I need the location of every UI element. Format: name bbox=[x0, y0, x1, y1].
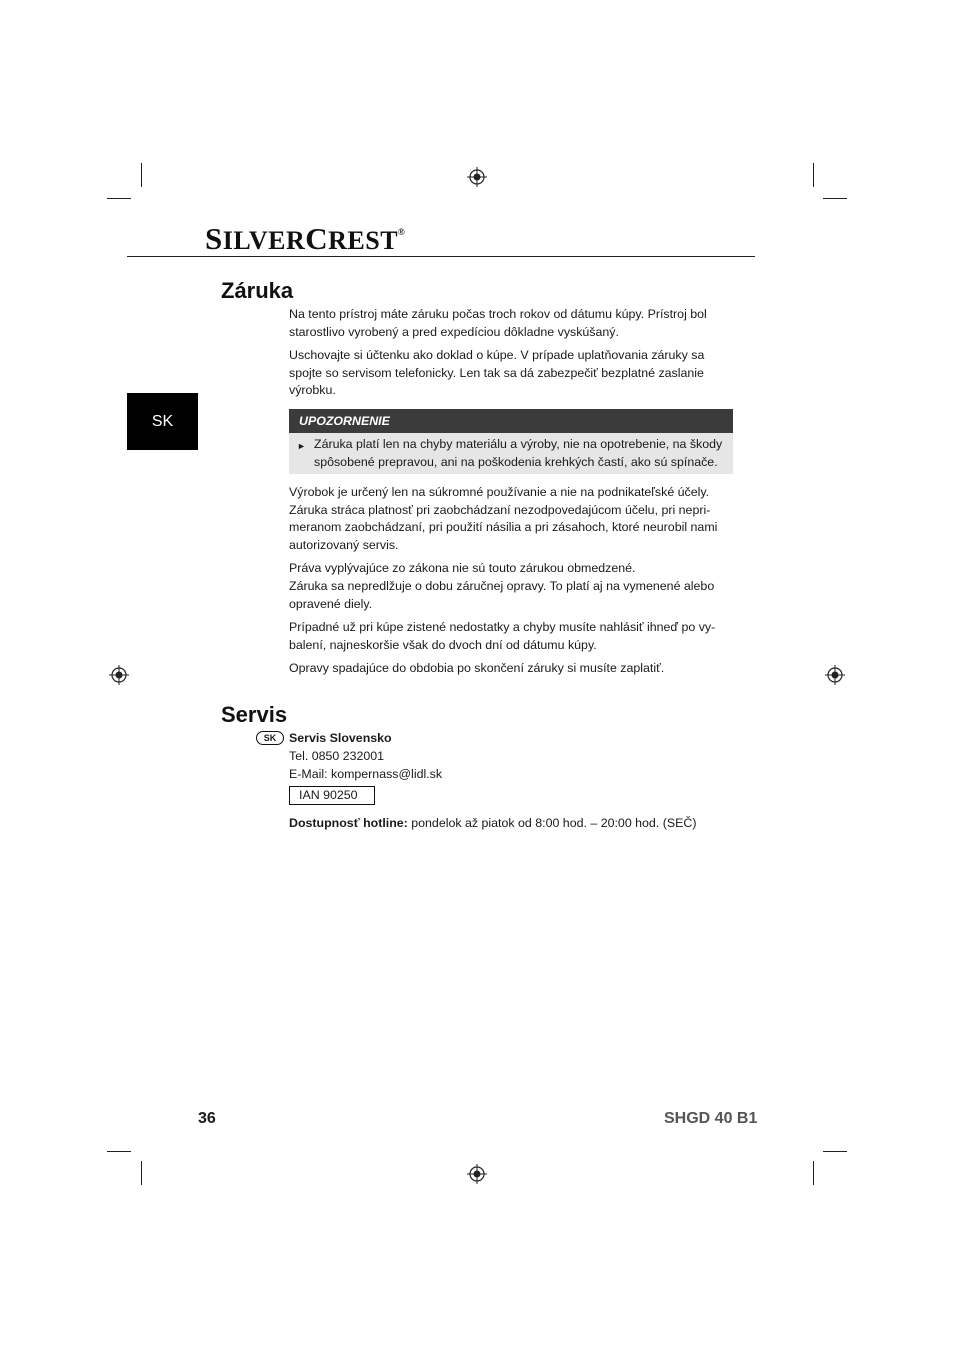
crop-mark bbox=[141, 163, 142, 187]
crop-mark bbox=[141, 1161, 142, 1185]
hotline-label: Dostupnosť hotline: bbox=[289, 816, 408, 830]
warranty-paragraph: Výrobok je určený len na súkromné používanie a nie na podnikateľské účely. Záruka stráca platnosť pri zaobchádzaní nezodpovedajúcom účelu, pri nepri- meranom zaobchádzaní, pri použití násilia a pri zásahoch, ktoré neurobil nami autorizovaný servis. bbox=[289, 485, 718, 552]
note-heading: UPOZORNENIE bbox=[289, 409, 733, 433]
service-email: E-Mail: kompernass@lidl.sk bbox=[289, 767, 443, 781]
arrow-right-icon: ► bbox=[297, 441, 306, 451]
crop-mark bbox=[813, 1161, 814, 1185]
country-badge: SK bbox=[256, 731, 284, 745]
crop-mark bbox=[107, 1151, 131, 1152]
registration-mark-icon bbox=[467, 167, 487, 187]
warranty-paragraph: Prípadné už pri kúpe zistené nedostatky a chyby musíte nahlásiť ihneď po vy- balení, najneskoršie však do dvoch dní od dátumu kúpy. bbox=[289, 620, 716, 652]
hotline-info bbox=[289, 816, 696, 830]
silvercrest-logo: SILVERCREST® bbox=[205, 221, 406, 256]
hotline-value: pondelok až piatok od 8:00 hod. – 20:00 hod. (SEČ) bbox=[407, 816, 697, 830]
registration-mark-icon bbox=[467, 1164, 487, 1184]
warranty-paragraph: Na tento prístroj máte záruku počas troch rokov od dátumu kúpy. Prístroj bol starostlivo vyrobený a pred expedíciou dôkladne vyskúšaný. bbox=[289, 307, 707, 339]
ian-box: IAN 90250 bbox=[289, 786, 375, 805]
crop-mark bbox=[813, 163, 814, 187]
registration-mark-icon bbox=[825, 665, 845, 685]
header-rule bbox=[127, 256, 755, 257]
service-name: Servis Slovensko bbox=[289, 731, 392, 745]
service-heading: Servis bbox=[221, 702, 288, 727]
warranty-paragraph: Opravy spadajúce do obdobia po skončení záruky si musíte zaplatiť. bbox=[289, 661, 665, 675]
crop-mark bbox=[107, 198, 131, 199]
service-phone: Tel. 0850 232001 bbox=[289, 749, 385, 763]
page-number: 36 bbox=[198, 1110, 216, 1127]
warranty-paragraph: Záruka sa nepredlžuje o dobu záručnej opravy. To platí aj na vymenené alebo opravené diely. bbox=[289, 579, 715, 611]
model-number: SHGD 40 B1 bbox=[664, 1110, 758, 1127]
registration-mark-icon bbox=[109, 665, 129, 685]
note-box bbox=[289, 433, 733, 474]
crop-mark bbox=[823, 198, 847, 199]
warranty-paragraph: Uschovajte si účtenku ako doklad o kúpe. V prípade uplatňovania záruky sa spojte so servisom telefonicky. Len tak sa dá zabezpečiť bezplatné zaslanie výrobku. bbox=[289, 348, 705, 397]
warranty-paragraph: Práva vyplývajúce zo zákona nie sú touto zárukou obmedzené. bbox=[289, 561, 636, 575]
language-tab: SK bbox=[127, 393, 198, 450]
warranty-heading: Záruka bbox=[221, 278, 294, 303]
note-text: Záruka platí len na chyby materiálu a výroby, nie na opotrebenie, na škody spôsobené prepravou, ani na poškodenia krehkých častí, ako sú spínače. bbox=[314, 437, 723, 469]
crop-mark bbox=[823, 1151, 847, 1152]
